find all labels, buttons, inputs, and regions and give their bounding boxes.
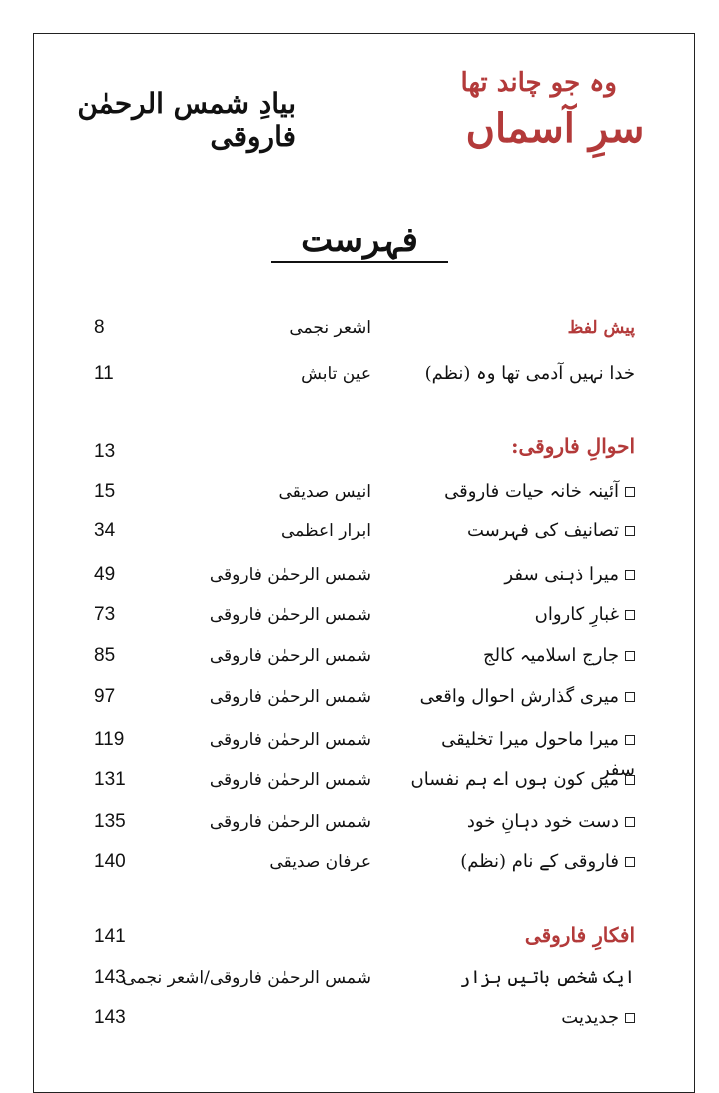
checkbox-icon [625, 775, 635, 785]
entry-page: 73 [94, 604, 116, 625]
toc-row [0, 1003, 719, 1033]
checkbox-icon [625, 1013, 635, 1023]
toc-row [0, 807, 719, 837]
entry-title-text: فاروقی کے نام (نظم) [460, 851, 619, 872]
toc-row [0, 682, 719, 712]
entry-page: 49 [94, 564, 116, 585]
entry-author: اشعر نجمی [289, 318, 371, 338]
entry-title-text: میرا ذہنی سفر [504, 564, 619, 585]
book-title-top: وہ جو چاند تھا [460, 68, 617, 98]
checkbox-icon [625, 735, 635, 745]
entry-page: 119 [94, 729, 125, 750]
entry-page: 141 [94, 926, 126, 947]
checkbox-icon [625, 610, 635, 620]
entry-author: انیس صدیقی [278, 482, 371, 502]
entry-title [405, 477, 635, 507]
toc-row [0, 920, 719, 950]
toc-row [0, 963, 719, 993]
entry-title [405, 560, 635, 590]
entry-title [405, 516, 635, 546]
entry-title-text: جارج اسلامیہ کالج [483, 645, 619, 666]
entry-author: شمس الرحمٰن فاروقی [209, 770, 371, 790]
entry-page: 143 [94, 967, 126, 988]
entry-author: شمس الرحمٰن فاروقی [209, 730, 371, 750]
entry-title-text: آئینہ خانہ حیات فاروقی [444, 481, 619, 502]
book-title [435, 68, 675, 162]
entry-author: شمس الرحمٰن فاروقی [209, 605, 371, 625]
entry-author: شمس الرحمٰن فاروقی [209, 646, 371, 666]
memorial-title: بیادِ شمس الرحمٰن فاروقی [77, 87, 296, 153]
entry-title-text: جدیدیت [561, 1007, 619, 1028]
entry-page: 34 [94, 520, 116, 541]
entry-page: 131 [94, 769, 126, 790]
entry-page: 140 [94, 851, 126, 872]
toc-row [0, 765, 719, 795]
entry-title [405, 641, 635, 671]
checkbox-icon [625, 487, 635, 497]
toc-row [0, 477, 719, 507]
entry-title-text: تصانیف کی فہرست [466, 520, 619, 541]
entry-title-text: غبارِ کارواں [534, 604, 619, 625]
entry-title: خدا نہیں آدمی تھا وہ (نظم) [424, 363, 635, 384]
book-title-main: سرِ آسماں [465, 105, 645, 152]
toc-row [0, 600, 719, 630]
entry-title [405, 682, 635, 712]
contents-heading: فہرست [271, 220, 448, 263]
entry-page: 11 [94, 363, 114, 384]
contents-heading-wrap [0, 220, 719, 263]
checkbox-icon [625, 526, 635, 536]
entry-title-text: میری گذارش احوال واقعی [419, 686, 619, 707]
section-title: احوالِ فاروقی: [511, 434, 635, 458]
entry-author: شمس الرحمٰن فاروقی [209, 687, 371, 707]
entry-title [405, 847, 635, 877]
entry-author: شمس الرحمٰن فاروقی [209, 565, 371, 585]
entry-page: 8 [94, 317, 105, 338]
toc-row [0, 847, 719, 877]
toc-row [0, 516, 719, 546]
checkbox-icon [625, 692, 635, 702]
entry-author: شمس الرحمٰن فاروقی [209, 812, 371, 832]
entry-page: 13 [94, 441, 116, 462]
toc-row [0, 641, 719, 671]
checkbox-icon [625, 817, 635, 827]
entry-title [405, 765, 635, 795]
checkbox-icon [625, 651, 635, 661]
entry-title-text: میں کون ہوں اے ہم نفساں [410, 769, 619, 790]
entry-title-text: میرا ماحول میرا تخلیقی سفر [441, 729, 635, 780]
entry-page: 135 [94, 811, 126, 832]
entry-title: ایک شخص باتیں ہزار [459, 967, 635, 988]
entry-author: عرفان صدیقی [269, 852, 371, 872]
entry-title-text: دست خود دہانِ خود [466, 811, 619, 832]
entry-author: ابرار اعظمی [281, 521, 371, 541]
toc-row [0, 359, 719, 389]
toc-row [0, 313, 719, 343]
checkbox-icon [625, 857, 635, 867]
entry-author: شمس الرحمٰن فاروقی/اشعر نجمی [122, 968, 371, 988]
entry-page: 143 [94, 1007, 126, 1028]
entry-title [405, 807, 635, 837]
section-title: افکارِ فاروقی [524, 923, 635, 947]
section-title: پیش لفظ [567, 318, 635, 338]
entry-title [405, 1003, 635, 1033]
entry-page: 97 [94, 686, 116, 707]
checkbox-icon [625, 570, 635, 580]
entry-author: عین تابش [301, 364, 371, 384]
toc-row [0, 560, 719, 590]
entry-title [405, 600, 635, 630]
entry-page: 85 [94, 645, 116, 666]
toc-row [0, 431, 719, 461]
entry-page: 15 [94, 481, 116, 502]
